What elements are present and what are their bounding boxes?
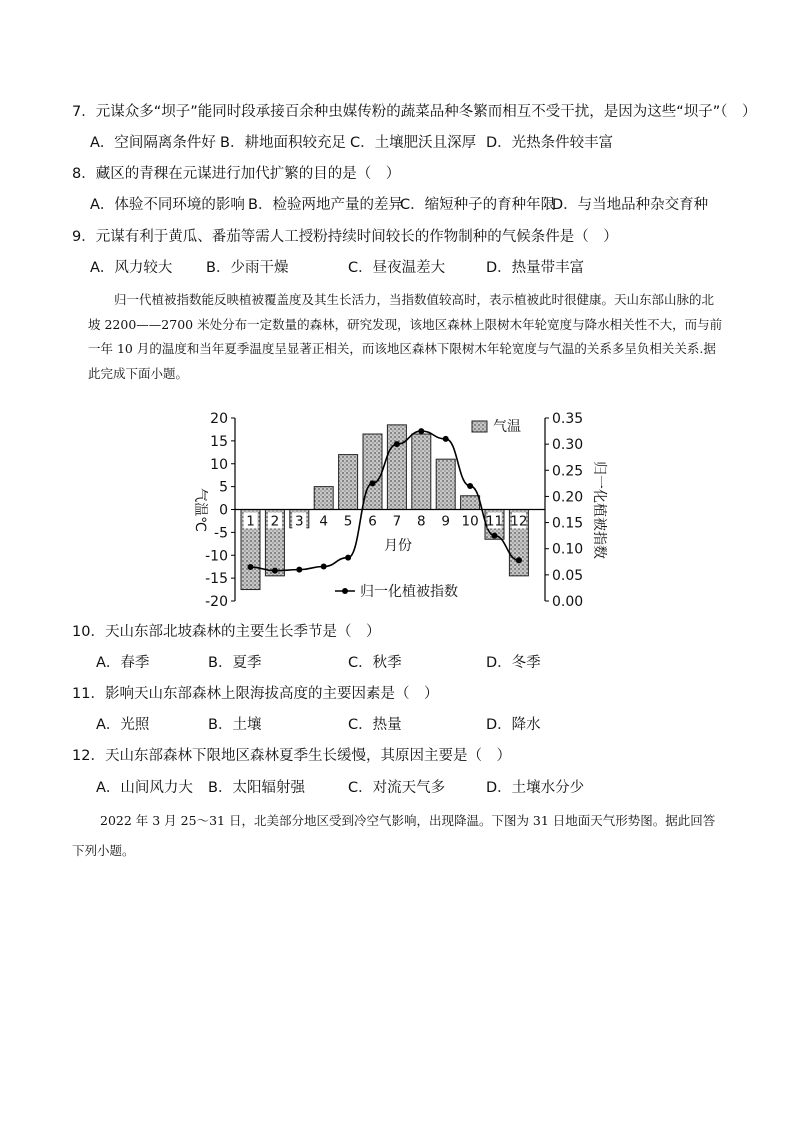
ndvi-point-10 bbox=[467, 483, 473, 489]
ndvi-point-3 bbox=[296, 567, 302, 573]
month-label-8: 8 bbox=[417, 513, 426, 530]
legend-line-label: 归一化植被指数 bbox=[360, 584, 458, 600]
left-tick-label: -5 bbox=[214, 525, 228, 542]
month-label-9: 9 bbox=[441, 513, 450, 530]
q12-option-a[interactable]: A．山间风力大 bbox=[96, 780, 193, 796]
legend-bar-swatch bbox=[472, 421, 487, 432]
month-label-3: 3 bbox=[295, 513, 304, 530]
month-label-4: 4 bbox=[319, 513, 328, 530]
left-tick-label: 10 bbox=[210, 456, 228, 473]
left-tick-label: 20 bbox=[210, 411, 228, 427]
q7-option-b[interactable]: B．耕地面积较充足 bbox=[220, 135, 346, 151]
q9-option-c[interactable]: C．昼夜温差大 bbox=[348, 260, 446, 276]
right-tick-label: 0.05 bbox=[552, 567, 584, 584]
month-label-7: 7 bbox=[392, 513, 402, 530]
x-axis-title: 月份 bbox=[384, 538, 412, 554]
q9-option-a[interactable]: A．风力较大 bbox=[90, 260, 173, 276]
left-tick-label: -10 bbox=[205, 548, 228, 565]
question-7-stem: 7．元谋众多“坝子”能同时段承接百余种虫媒传粉的蔬菜品种冬繁而相互不受干扰，是因为这些“坝子”（ ） bbox=[72, 104, 757, 120]
legend-bar-label: 气温 bbox=[493, 419, 521, 435]
question-8-stem: 8．藏区的青稞在元谋进行加代扩繁的目的是（ ） bbox=[72, 166, 401, 182]
passage-tianshan bbox=[88, 288, 724, 386]
q9-option-d[interactable]: D．热量带丰富 bbox=[486, 260, 585, 276]
right-axis-title: 归一化植被指数 bbox=[591, 461, 607, 559]
q12-option-c[interactable]: C．对流天气多 bbox=[348, 780, 446, 796]
right-tick-label: 0.00 bbox=[552, 594, 584, 610]
left-axis-title: 气温℃ bbox=[192, 488, 208, 532]
ndvi-point-11 bbox=[492, 533, 498, 539]
ndvi-point-5 bbox=[345, 555, 351, 561]
question-9-stem: 9．元谋有利于黄瓜、番茄等需人工授粉持续时间较长的作物制种的气候条件是（ ） bbox=[72, 229, 618, 245]
legend-line-marker bbox=[342, 588, 348, 594]
ndvi-point-6 bbox=[370, 480, 376, 486]
ndvi-point-8 bbox=[418, 428, 424, 434]
ndvi-point-2 bbox=[272, 568, 278, 574]
right-tick-label: 0.20 bbox=[552, 489, 584, 506]
right-tick-label: 0.35 bbox=[552, 411, 584, 427]
q7-option-d[interactable]: D．光热条件较丰富 bbox=[486, 135, 614, 151]
left-tick-label: 15 bbox=[210, 433, 228, 450]
q11-option-b[interactable]: B．土壤 bbox=[208, 717, 262, 733]
q10-option-c[interactable]: C．秋季 bbox=[348, 655, 402, 671]
temperature-bar-6 bbox=[363, 434, 382, 509]
q12-option-b[interactable]: B．太阳辐射强 bbox=[208, 780, 305, 796]
question-12-stem: 12．天山东部森林下限地区森林夏季生长缓慢，其原因主要是（ ） bbox=[72, 748, 511, 764]
q9-option-b[interactable]: B．少雨干燥 bbox=[206, 260, 289, 276]
left-tick-label: 5 bbox=[219, 479, 228, 496]
left-tick-label: -15 bbox=[205, 571, 228, 588]
question-11-stem: 11．影响天山东部森林上限海拔高度的主要因素是（ ） bbox=[72, 686, 439, 702]
temperature-bar-8 bbox=[412, 434, 431, 509]
question-10-stem: 10．天山东部北坡森林的主要生长季节是（ ） bbox=[72, 624, 381, 640]
q10-option-a[interactable]: A．春季 bbox=[96, 655, 150, 671]
temperature-bar-10 bbox=[461, 496, 480, 510]
ndvi-point-9 bbox=[443, 436, 449, 442]
q8-option-d[interactable]: D．与当地品种杂交育种 bbox=[552, 197, 709, 213]
temperature-bar-4 bbox=[314, 487, 333, 510]
q11-option-d[interactable]: D．降水 bbox=[486, 717, 541, 733]
temperature-ndvi-chart bbox=[190, 408, 610, 614]
q8-option-b[interactable]: B．检验两地产量的差异 bbox=[248, 197, 403, 213]
q11-option-c[interactable]: C．热量 bbox=[348, 717, 402, 733]
right-tick-label: 0.10 bbox=[552, 541, 584, 558]
q11-option-a[interactable]: A．光照 bbox=[96, 717, 150, 733]
month-label-1: 1 bbox=[246, 513, 255, 530]
month-label-2: 2 bbox=[270, 513, 280, 530]
passage-tianshan-text: 归一代植被指数能反映植被覆盖度及其生长活力，当指数值较高时，表示植被此时很健康。天山东部山脉的北坡 2200——2700 米处分布一定数量的森林，研究发现，该地区森林上限树木年轮宽度与降水相关性不大，而与前一年 10 月的温度和当年夏季温度呈显著正相关，而该地区森林下限树木年轮宽度与气温的关系多呈负相关关系.据此完成下面小题。 bbox=[88, 292, 723, 381]
temperature-bar-5 bbox=[339, 455, 358, 510]
passage-north-america-text: 2022 年 3 月 25～31 日，北美部分地区受到冷空气影响，出现降温。下图为 31 日地面天气形势图。据此回答下列小题。 bbox=[72, 813, 716, 858]
q12-option-d[interactable]: D．土壤水分少 bbox=[486, 780, 585, 796]
q7-option-a[interactable]: A．空间隔离条件好 bbox=[90, 135, 216, 151]
month-label-5: 5 bbox=[343, 513, 353, 530]
left-tick-label: -20 bbox=[205, 594, 228, 610]
month-label-11: 11 bbox=[485, 513, 504, 530]
q7-option-c[interactable]: C．土壤肥沃且深厚 bbox=[350, 135, 477, 151]
ndvi-point-4 bbox=[321, 563, 327, 569]
month-label-12: 12 bbox=[510, 513, 528, 530]
right-tick-label: 0.25 bbox=[552, 463, 584, 480]
month-label-10: 10 bbox=[461, 513, 479, 530]
ndvi-point-7 bbox=[394, 441, 400, 447]
ndvi-point-1 bbox=[248, 564, 254, 570]
ndvi-point-13 bbox=[516, 557, 522, 563]
left-tick-label: 0 bbox=[219, 502, 228, 519]
temperature-bar-9 bbox=[436, 459, 455, 509]
month-label-6: 6 bbox=[368, 513, 377, 530]
right-tick-label: 0.15 bbox=[552, 515, 584, 532]
q8-option-a[interactable]: A．体验不同环境的影响 bbox=[90, 197, 245, 213]
temperature-bar-7 bbox=[387, 425, 406, 510]
q10-option-b[interactable]: B．夏季 bbox=[208, 655, 262, 671]
right-tick-label: 0.30 bbox=[552, 437, 584, 454]
passage-north-america bbox=[72, 806, 724, 866]
q8-option-c[interactable]: C．缩短种子的育种年限 bbox=[400, 197, 556, 213]
q10-option-d[interactable]: D．冬季 bbox=[486, 655, 541, 671]
